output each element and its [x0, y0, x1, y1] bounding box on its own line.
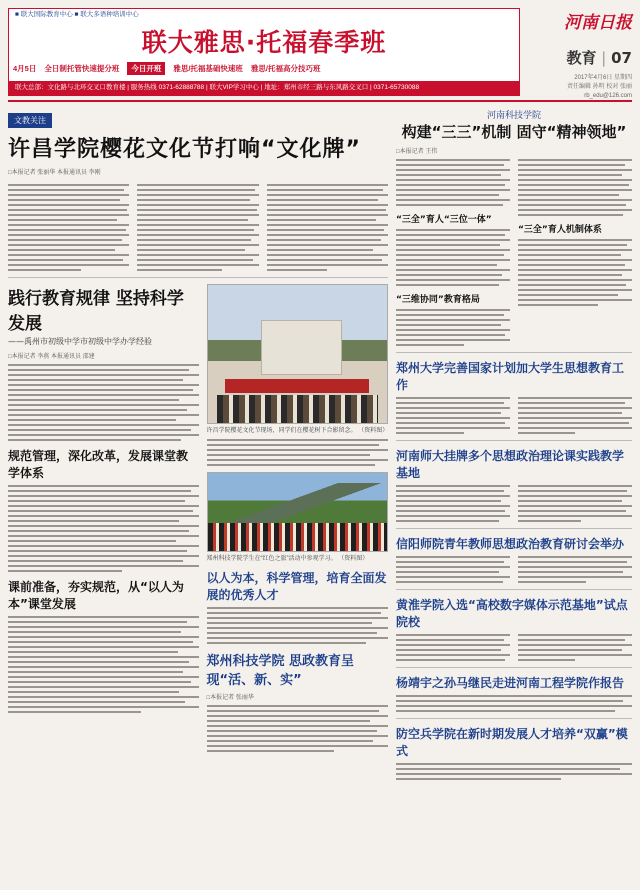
article-divider — [396, 718, 632, 719]
right-body — [518, 397, 632, 434]
right-body — [518, 634, 632, 661]
article2-byline: □本报记者 李燕 本报通讯员 邵建 — [8, 354, 95, 360]
section-separator: | — [601, 49, 607, 67]
header-rule — [8, 100, 632, 102]
right-article7-headline[interactable]: 防空兵学院在新时期发展人才培养“双赢”模式 — [396, 727, 628, 758]
right-lead-byline: □本报记者 王伟 — [396, 149, 438, 155]
right-article2-body — [396, 393, 632, 434]
right-body — [396, 229, 510, 286]
right-body — [396, 309, 510, 346]
right-article6-headline[interactable]: 杨靖宇之孙马继民走进河南工程学院作报告 — [396, 676, 625, 690]
right-article5-body — [396, 630, 632, 661]
right-body — [396, 159, 510, 206]
right-article3-headline[interactable]: 河南师大挂牌多个思想政治理论课实践教学基地 — [396, 449, 625, 480]
lead-headline[interactable]: 许昌学院樱花文化节打响“文化牌” — [8, 137, 361, 162]
photo2-caption: 郑州科技学院学生在“红色之旅”活动中参观学习。 （资料图） — [206, 556, 369, 562]
right-subhead-a: “三全”育人“三位一体” — [396, 215, 492, 225]
right-kicker: 河南科技学院 — [486, 111, 541, 121]
photo-crowd — [217, 395, 379, 423]
photo-mountain — [208, 483, 387, 523]
lead-byline: □本报记者 张丽华 本报通讯员 李刚 — [8, 170, 101, 176]
article3-headline[interactable]: 郑州科技学院 思政教育呈现“活、新、实” — [206, 654, 355, 688]
issue-editor: 责任编辑 孙明 校对 张丽 — [566, 84, 632, 90]
lead-body-col — [267, 184, 388, 271]
right-lead-col — [396, 155, 510, 346]
right-lead-header — [396, 108, 632, 142]
ad-row — [13, 61, 515, 75]
photo-group — [208, 523, 387, 551]
right-body — [396, 485, 510, 522]
article-divider — [396, 667, 632, 668]
article2 — [8, 284, 199, 752]
right-body — [518, 159, 632, 216]
photo-side-body — [207, 439, 388, 466]
right-lead-body — [396, 155, 632, 346]
article2-subhead-c: 以人为本，科学管理，培育全面发展的优秀人才 — [206, 571, 387, 602]
photo-building — [261, 320, 342, 375]
right-body — [396, 634, 510, 661]
article-divider — [396, 440, 632, 441]
article3-byline: □本报记者 张丽华 — [206, 695, 254, 701]
right-lead-col — [518, 155, 632, 346]
article-divider — [396, 528, 632, 529]
right-subhead-c: “三全”育人机制体系 — [518, 225, 602, 235]
article-divider — [396, 352, 632, 353]
lead-body-col — [137, 184, 258, 271]
photo-gate-ceremony[interactable] — [207, 284, 388, 424]
ad-row-item: 雅思/托福基础快速班 — [173, 63, 243, 73]
article2-subhead: ——禹州市初级中学市初级中学办学经验 — [8, 337, 152, 346]
article2-block — [8, 284, 388, 752]
ad-banner[interactable] — [8, 8, 520, 96]
ad-row-item: 全日制托管快速提分班 — [44, 63, 120, 73]
article2-body — [207, 607, 388, 644]
newspaper-logo: 河南日报 — [564, 13, 632, 33]
ad-bottom-line: 联大总部：文化路与北环交叉口教育楼 | 服务热线 0371-62888788 | 联大VIP学习中心 | 地址：郑州市经三路与东风路交叉口 | 0371-65730088 — [9, 81, 519, 95]
right-column — [396, 108, 632, 780]
article2-subhead-a: 规范管理，深化改革，发展课堂教学体系 — [8, 449, 189, 480]
right-body — [396, 695, 632, 712]
page-number: 07 — [611, 49, 632, 67]
ad-title: 联大雅思·托福春季班 — [141, 28, 387, 57]
issue-date: 2017年4月6日 星期四 — [574, 75, 632, 81]
ad-row-item: 雅思/托福高分技巧班 — [250, 63, 321, 73]
article2-subhead-b: 课前准备，夯实规范，从“以人为本”课堂发展 — [8, 580, 184, 611]
right-body — [396, 556, 510, 583]
right-body — [518, 556, 632, 583]
article-divider — [396, 589, 632, 590]
left-column — [8, 108, 388, 752]
article2-body — [8, 485, 199, 572]
right-body — [396, 763, 632, 780]
section-tag: 文教关注 — [8, 113, 52, 128]
article-divider — [8, 277, 388, 278]
right-article2-headline[interactable]: 郑州大学完善国家计划加大学生思想教育工作 — [396, 361, 625, 392]
right-subhead-b: “三维协同”教育格局 — [396, 295, 480, 305]
right-body — [518, 485, 632, 522]
photo-column — [207, 284, 388, 752]
section-name: 教育 — [566, 49, 597, 67]
photo-red-banner — [225, 379, 369, 393]
right-lead-headline[interactable]: 构建“三三”机制 固守“精神领地” — [401, 123, 627, 141]
right-article5-headline[interactable]: 黄淮学院入选“高校数字媒体示范基地”试点院校 — [396, 598, 628, 629]
masthead — [526, 8, 632, 99]
issue-meta — [526, 74, 632, 101]
ad-top-line: ■ 联大国际教育中心 ■ 联大多语种培训中心 — [9, 9, 519, 21]
issue-email: rb_edu@126.com — [584, 93, 632, 99]
article2-headline[interactable]: 践行教育规律 坚持科学发展 — [8, 289, 184, 334]
right-body — [518, 239, 632, 306]
photo1-caption: 许昌学院樱花文化节现场，同学们在樱花树下合影留念。 （资料图） — [206, 428, 389, 434]
right-body — [396, 397, 510, 434]
lead-body-col — [8, 184, 129, 271]
right-article3-body — [396, 481, 632, 522]
section-title — [526, 47, 632, 68]
article2-body — [8, 364, 199, 441]
ad-row-date: 4月5日 — [13, 63, 37, 73]
right-article4-body — [396, 552, 632, 583]
lead-body — [8, 180, 388, 271]
ad-row-pill: 今日开班 — [127, 62, 165, 75]
article2-body — [8, 616, 199, 713]
right-article4-headline[interactable]: 信阳师院青年教师思想政治教育研讨会举办 — [396, 537, 625, 551]
article3-body — [207, 705, 388, 752]
photo-mountain-group[interactable] — [207, 472, 388, 552]
